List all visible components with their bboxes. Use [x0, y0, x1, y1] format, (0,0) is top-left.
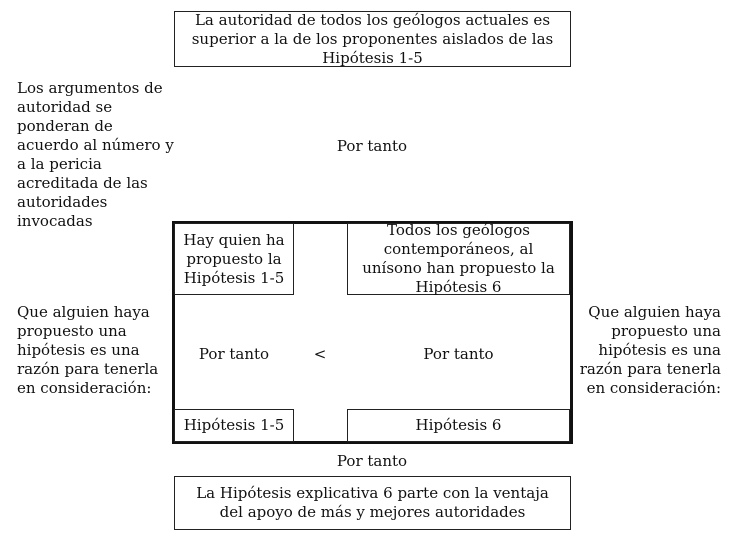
therefore-upper-label: Por tanto [336, 137, 408, 155]
premise-hypothesis-6-box [347, 223, 570, 295]
therefore-left-label: Por tanto [198, 345, 270, 363]
right-consideration-note: Que alguien haya propuesto una hipótesis es una razón para tenerla en consideración: [579, 303, 721, 397]
therefore-lower-label: Por tanto [336, 452, 408, 470]
left-consideration-note: Que alguien haya propuesto una hipótesis es una razón para tenerla en consideración: [17, 303, 159, 397]
authority-weighting-note: Los argumentos de autoridad se ponderan de acuerdo al número y a la pericia acreditada de las autoridades invocadas [17, 79, 174, 230]
top-conclusion-box [174, 11, 571, 67]
premise-hypotheses-1-5-box [174, 223, 294, 295]
less-than-sign: < [313, 345, 327, 363]
premise-hypotheses-1-5-text: Hay quien ha propuesto la Hipótesis 1-5 [183, 230, 285, 287]
hypothesis-6-text: Hipótesis 6 [415, 416, 502, 434]
bottom-conclusion-text: La Hipótesis explicativa 6 parte con la ventaja del apoyo de más y mejores autoridades [196, 484, 549, 521]
premise-hypothesis-6-text: Todos los geólogos contemporáneos, al unísono han propuesto la Hipótesis 6 [362, 221, 555, 296]
hypotheses-1-5-box [174, 409, 294, 442]
hypothesis-6-box [347, 409, 570, 442]
therefore-right-label: Por tanto [423, 345, 494, 363]
top-conclusion-text: La autoridad de todos los geólogos actuales es superior a la de los proponentes aislados de las Hipótesis 1-5 [191, 10, 554, 67]
bottom-conclusion-box [174, 476, 571, 530]
hypotheses-1-5-text: Hipótesis 1-5 [183, 416, 285, 434]
